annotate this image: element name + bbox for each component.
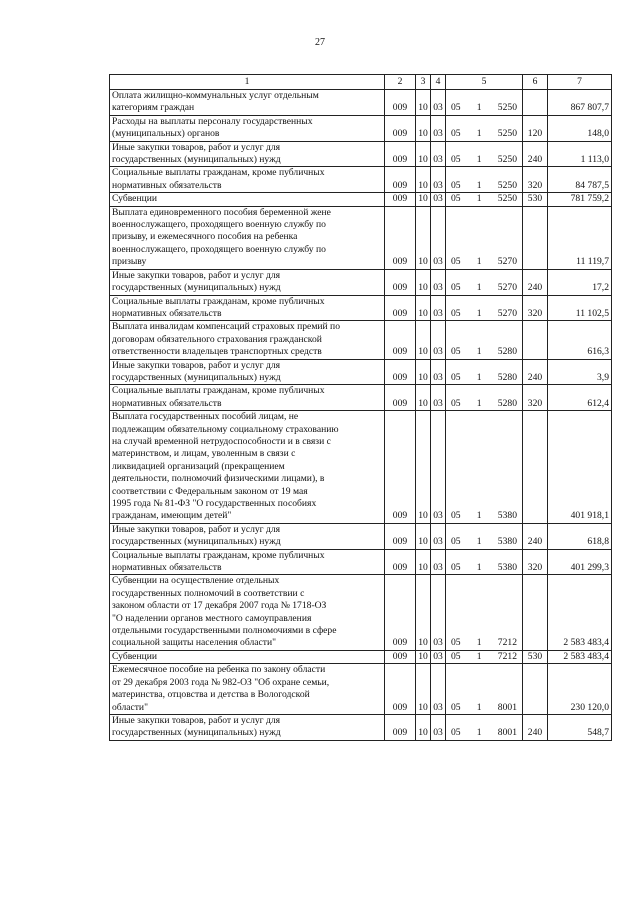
row-target-code-part: 05 [451,701,461,713]
row-target-article-code [446,141,523,167]
row-description: Социальные выплаты гражданам, кроме публичных нормативных обязательств [110,549,385,575]
row-target-code-part: 05 [451,256,461,268]
row-target-code-part: 5250 [497,154,517,166]
row-amount: 3,9 [548,359,612,385]
row-target-code-part: 1 [476,346,482,358]
row-expense-type-code: 240 [523,523,548,549]
row-ministry-code: 009 [385,411,416,524]
table-row [110,411,612,524]
header-col-6: 6 [523,75,548,90]
row-amount: 11 119,7 [548,206,612,269]
row-target-code-part: 5270 [497,307,517,319]
row-target-code-part: 1 [476,650,482,662]
row-target-code-part: 8001 [497,701,517,713]
row-target-code-part: 05 [451,346,461,358]
row-target-code-part: 5280 [497,397,517,409]
row-target-article-code [446,193,523,206]
row-amount: 401 918,1 [548,411,612,524]
row-expense-type-code [523,411,548,524]
row-target-code-part: 05 [451,727,461,739]
row-target-code-part: 5250 [497,128,517,140]
row-target-article-code [446,549,523,575]
row-target-code-part: 1 [476,102,482,114]
row-target-code-part: 1 [476,307,482,319]
row-target-code-part: 05 [451,282,461,294]
row-description: Социальные выплаты гражданам, кроме публичных нормативных обязательств [110,385,385,411]
row-ministry-code: 009 [385,575,416,650]
row-amount: 230 120,0 [548,664,612,715]
row-description: Иные закупки товаров, работ и услуг для государственных (муниципальных) нужд [110,141,385,167]
row-target-article-code [446,359,523,385]
row-subsection-code: 03 [431,714,446,740]
table-body [110,90,612,741]
table-row [110,115,612,141]
row-target-code-part: 5280 [497,346,517,358]
row-subsection-code: 03 [431,115,446,141]
table-row [110,523,612,549]
row-description: Субвенции на осуществление отдельных государственных полномочий в соответствии с законом области от 17 декабря 2007 года № 1718-ОЗ "О наделении органов местного самоуправления отдельными государственными полномочиями в сфере социальной защиты населения области" [110,575,385,650]
header-col-5: 5 [446,75,523,90]
row-ministry-code: 009 [385,664,416,715]
row-target-code-part: 5380 [497,510,517,522]
row-target-article-code [446,411,523,524]
row-ministry-code: 009 [385,90,416,116]
row-amount: 867 807,7 [548,90,612,116]
row-expense-type-code: 530 [523,193,548,206]
row-amount: 781 759,2 [548,193,612,206]
row-target-code-part: 5270 [497,282,517,294]
row-expense-type-code: 320 [523,385,548,411]
row-amount: 84 787,5 [548,167,612,193]
row-target-code-part: 1 [476,701,482,713]
row-target-article-code [446,714,523,740]
header-col-2: 2 [385,75,416,90]
row-subsection-code: 03 [431,523,446,549]
row-expense-type-code: 320 [523,167,548,193]
row-section-code: 10 [416,549,431,575]
row-description: Иные закупки товаров, работ и услуг для государственных (муниципальных) нужд [110,523,385,549]
row-target-code-part: 1 [476,562,482,574]
row-target-code-part: 05 [451,371,461,383]
table-row [110,206,612,269]
row-description: Социальные выплаты гражданам, кроме публичных нормативных обязательств [110,295,385,321]
row-target-code-part: 7212 [497,650,517,662]
row-target-code-part: 1 [476,179,482,191]
row-target-article-code [446,664,523,715]
row-target-code-part: 05 [451,536,461,548]
row-target-article-code [446,269,523,295]
row-section-code: 10 [416,385,431,411]
row-target-article-code [446,90,523,116]
row-section-code: 10 [416,206,431,269]
row-target-code-part: 1 [476,727,482,739]
row-target-code-part: 05 [451,154,461,166]
row-amount: 612,4 [548,385,612,411]
row-amount: 616,3 [548,321,612,359]
row-target-code-part: 5250 [497,179,517,191]
row-ministry-code: 009 [385,167,416,193]
row-description: Расходы на выплаты персоналу государственных (муниципальных) органов [110,115,385,141]
row-expense-type-code [523,575,548,650]
row-expense-type-code: 320 [523,549,548,575]
table-row [110,664,612,715]
row-target-code-part: 5380 [497,562,517,574]
row-target-code-part: 05 [451,193,461,205]
table-row [110,549,612,575]
row-target-code-part: 1 [476,128,482,140]
row-section-code: 10 [416,650,431,663]
row-target-code-part: 1 [476,154,482,166]
row-subsection-code: 03 [431,90,446,116]
row-subsection-code: 03 [431,575,446,650]
row-section-code: 10 [416,664,431,715]
row-target-code-part: 7212 [497,637,517,649]
table-header-row [110,75,612,90]
row-target-article-code [446,206,523,269]
table-row [110,321,612,359]
row-target-code-part: 05 [451,650,461,662]
row-target-code-part: 05 [451,562,461,574]
row-target-code-part: 05 [451,128,461,140]
row-target-code-part: 05 [451,510,461,522]
row-amount: 11 102,5 [548,295,612,321]
row-ministry-code: 009 [385,321,416,359]
row-target-code-part: 5270 [497,256,517,268]
row-ministry-code: 009 [385,549,416,575]
row-target-article-code [446,385,523,411]
row-ministry-code: 009 [385,385,416,411]
row-target-code-part: 05 [451,307,461,319]
row-target-code-part: 5250 [497,102,517,114]
row-target-code-part: 1 [476,637,482,649]
row-subsection-code: 03 [431,206,446,269]
row-ministry-code: 009 [385,359,416,385]
row-amount: 401 299,3 [548,549,612,575]
budget-table [109,74,612,741]
row-expense-type-code: 240 [523,269,548,295]
table-row [110,167,612,193]
row-ministry-code: 009 [385,714,416,740]
row-section-code: 10 [416,411,431,524]
row-target-code-part: 05 [451,179,461,191]
row-section-code: 10 [416,359,431,385]
row-section-code: 10 [416,141,431,167]
row-description: Оплата жилищно-коммунальных услуг отдельным категориям граждан [110,90,385,116]
row-amount: 618,8 [548,523,612,549]
row-target-article-code [446,115,523,141]
row-section-code: 10 [416,575,431,650]
row-expense-type-code [523,664,548,715]
row-ministry-code: 009 [385,295,416,321]
row-subsection-code: 03 [431,269,446,295]
row-ministry-code: 009 [385,193,416,206]
row-ministry-code: 009 [385,141,416,167]
row-subsection-code: 03 [431,385,446,411]
row-amount: 148,0 [548,115,612,141]
row-subsection-code: 03 [431,295,446,321]
row-subsection-code: 03 [431,141,446,167]
row-target-article-code [446,295,523,321]
row-section-code: 10 [416,269,431,295]
row-section-code: 10 [416,714,431,740]
row-target-article-code [446,650,523,663]
table-row [110,650,612,663]
row-description: Выплата государственных пособий лицам, не подлежащим обязательному социальному страхованию на случай временной нетрудоспособности и в связи с материнством, и лицам, уволенным в связи с ликвидацией организаций (прекращением деятельности, полномочий физическими лицами), в соответствии с Федеральным законом от 19 мая 1995 года № 81-ФЗ "О государственных пособиях гражданам, имеющим детей" [110,411,385,524]
row-target-article-code [446,167,523,193]
row-expense-type-code: 240 [523,714,548,740]
row-expense-type-code: 120 [523,115,548,141]
row-target-code-part: 05 [451,637,461,649]
row-target-code-part: 05 [451,397,461,409]
row-subsection-code: 03 [431,167,446,193]
row-description: Социальные выплаты гражданам, кроме публичных нормативных обязательств [110,167,385,193]
row-target-code-part: 5250 [497,193,517,205]
header-col-1: 1 [110,75,385,90]
page-number: 27 [315,37,325,48]
row-description: Субвенции [110,650,385,663]
row-target-code-part: 1 [476,536,482,548]
row-amount: 2 583 483,4 [548,650,612,663]
row-ministry-code: 009 [385,269,416,295]
row-description: Ежемесячное пособие на ребенка по закону области от 29 декабря 2003 года № 982-ОЗ "Об охране семьи, материнства, отцовства и детства в Вологодской области" [110,664,385,715]
row-target-code-part: 1 [476,193,482,205]
header-col-4: 4 [431,75,446,90]
row-target-article-code [446,523,523,549]
row-section-code: 10 [416,523,431,549]
row-section-code: 10 [416,115,431,141]
row-expense-type-code [523,90,548,116]
table-row [110,385,612,411]
row-target-code-part: 8001 [497,727,517,739]
row-description: Иные закупки товаров, работ и услуг для государственных (муниципальных) нужд [110,714,385,740]
table-row [110,359,612,385]
row-expense-type-code: 240 [523,359,548,385]
row-target-article-code [446,321,523,359]
row-target-code-part: 1 [476,282,482,294]
row-target-article-code [446,575,523,650]
row-description: Выплата единовременного пособия беременной жене военнослужащего, проходящего военную службу по призыву, и ежемесячного пособия на ребенка военнослужащего, проходящего военную службу по призыву [110,206,385,269]
row-section-code: 10 [416,167,431,193]
row-subsection-code: 03 [431,321,446,359]
row-subsection-code: 03 [431,664,446,715]
row-amount: 17,2 [548,269,612,295]
row-amount: 1 113,0 [548,141,612,167]
row-ministry-code: 009 [385,206,416,269]
row-target-code-part: 1 [476,371,482,383]
row-section-code: 10 [416,193,431,206]
row-section-code: 10 [416,90,431,116]
row-subsection-code: 03 [431,549,446,575]
table-row [110,714,612,740]
row-ministry-code: 009 [385,523,416,549]
row-ministry-code: 009 [385,115,416,141]
row-expense-type-code: 240 [523,141,548,167]
row-amount: 2 583 483,4 [548,575,612,650]
row-expense-type-code [523,206,548,269]
table-row [110,269,612,295]
row-target-code-part: 5280 [497,371,517,383]
header-col-3: 3 [416,75,431,90]
row-section-code: 10 [416,295,431,321]
row-description: Иные закупки товаров, работ и услуг для государственных (муниципальных) нужд [110,359,385,385]
table-row [110,141,612,167]
row-amount: 548,7 [548,714,612,740]
row-target-code-part: 1 [476,510,482,522]
table-row [110,90,612,116]
row-subsection-code: 03 [431,411,446,524]
table-row [110,575,612,650]
row-description: Выплата инвалидам компенсаций страховых премий по договорам обязательного страхования гражданской ответственности владельцев транспортных средств [110,321,385,359]
row-description: Субвенции [110,193,385,206]
row-expense-type-code: 530 [523,650,548,663]
row-target-code-part: 1 [476,256,482,268]
table-row [110,295,612,321]
row-description: Иные закупки товаров, работ и услуг для государственных (муниципальных) нужд [110,269,385,295]
row-ministry-code: 009 [385,650,416,663]
row-target-code-part: 5380 [497,536,517,548]
table-row [110,193,612,206]
row-target-code-part: 05 [451,102,461,114]
row-target-code-part: 1 [476,397,482,409]
row-expense-type-code: 320 [523,295,548,321]
row-subsection-code: 03 [431,650,446,663]
row-section-code: 10 [416,321,431,359]
row-subsection-code: 03 [431,193,446,206]
row-expense-type-code [523,321,548,359]
row-subsection-code: 03 [431,359,446,385]
header-col-7: 7 [548,75,612,90]
